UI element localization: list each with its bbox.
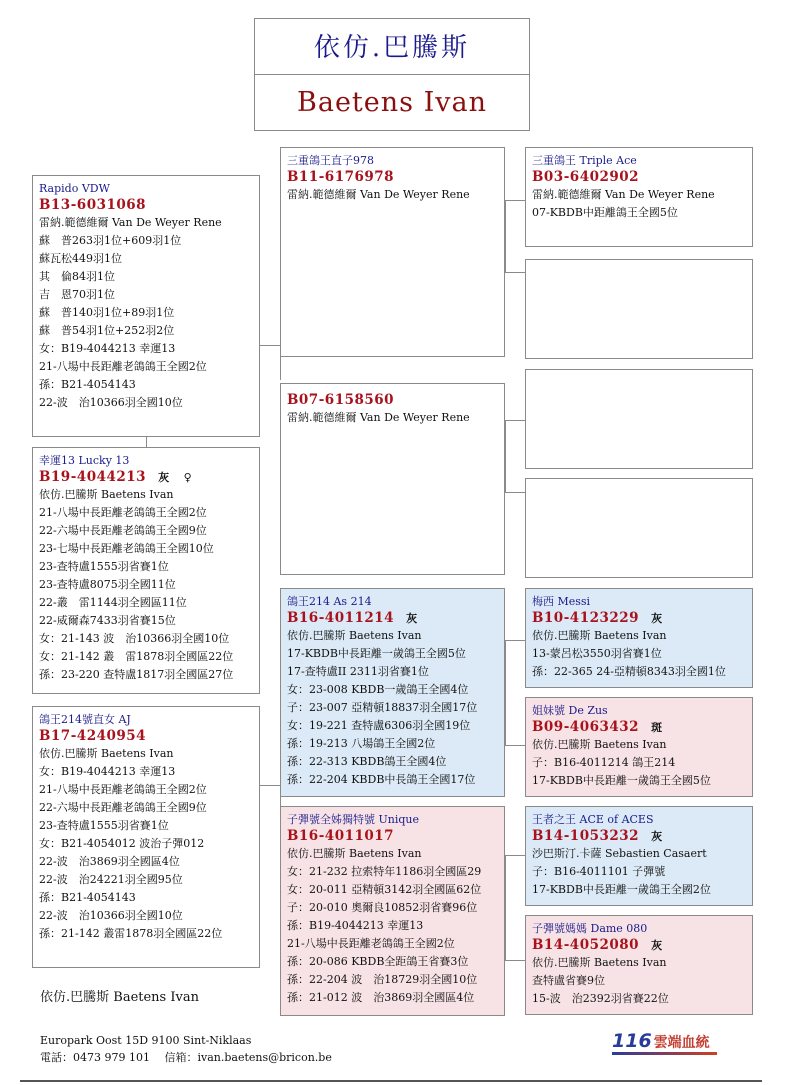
bird-name: 梅西 Messi — [532, 595, 591, 608]
logo-underline — [612, 1052, 717, 1055]
dam-dam-box — [280, 806, 505, 1016]
bird-name: 三重鴿王 Triple Ace — [532, 154, 637, 167]
connector-line — [146, 437, 147, 447]
record-line: 依仿.巴騰斯 Baetens Ivan — [532, 956, 667, 969]
record-line: 22-威爾森7433羽省賽15位 — [39, 614, 176, 627]
bird-name: 三重鴿王直子978 — [287, 154, 374, 167]
sire-box — [32, 175, 260, 437]
sex-icon: ♀ — [183, 471, 193, 484]
record-line: 23-七場中長距離老鴿鴿王全國10位 — [39, 542, 214, 555]
ring-number: B07-6158560 — [287, 392, 395, 408]
record-line: 22-叢 雷1144羽全國區11位 — [39, 596, 187, 609]
record-line: 22-波 治24221羽全國95位 — [39, 873, 183, 886]
record-line: 雷納.範德維爾 Van De Weyer Rene — [287, 188, 470, 201]
dam-box — [32, 706, 260, 968]
ring-number: B14-4052080 — [532, 937, 640, 953]
record-line: 孫：21-012 波 治3869羽全國區4位 — [287, 991, 475, 1004]
record-line: 21-八場中長距離老鴿鴿王全國2位 — [287, 937, 455, 950]
ring-number: B14-1053232 — [532, 828, 640, 844]
footer-address: Europark Oost 15D 9100 Sint-Niklaas — [40, 1034, 252, 1047]
record-line: 女：B19-4044213 幸運13 — [39, 342, 176, 355]
record-line: 孫：22-365 24-亞精頓8343羽全國1位 — [532, 665, 726, 678]
record-line: 依仿.巴騰斯 Baetens Ivan — [39, 747, 174, 760]
breeder-signature: 依仿.巴騰斯 Baetens Ivan — [40, 990, 199, 1005]
record-line: 孫：23-220 查特盧1817羽全國區27位 — [39, 668, 234, 681]
bird-name: 子彈號媽媽 Dame 080 — [532, 922, 648, 935]
connector-line — [505, 420, 506, 492]
connector-line — [505, 200, 506, 272]
record-line: 女：B21-4054012 波治子彈012 — [39, 837, 205, 850]
ring-number: B13-6031068 — [39, 197, 147, 213]
breeder-name-cn: 依仿.巴騰斯 — [255, 19, 529, 75]
bird-name: 幸運13 Lucky 13 — [39, 454, 130, 467]
record-line: 子：B16-4011214 鴿王214 — [532, 756, 676, 769]
connector-line — [505, 272, 525, 273]
record-line: 吉 恩70羽1位 — [39, 288, 115, 301]
record-line: 22-六場中長距離老鴿鴿王全國9位 — [39, 524, 207, 537]
ring-number: B10-4123229 — [532, 610, 640, 626]
dam-sire-sire-box — [525, 588, 753, 688]
color: 灰 — [651, 830, 663, 843]
record-line: 女：23-008 KBDB一歲鴿王全國4位 — [287, 683, 469, 696]
record-line: 21-八場中長距離老鴿鴿王全國2位 — [39, 783, 207, 796]
title-box — [254, 18, 530, 131]
bird-name: 姐妹號 De Zus — [532, 704, 608, 717]
record-line: 孫：22-204 波 治18729羽全國10位 — [287, 973, 478, 986]
record-line: 17-查特盧II 2311羽省賽1位 — [287, 665, 429, 678]
footer-divider — [20, 1080, 762, 1082]
footer-contact: 電話：0473 979 101 信箱：ivan.baetens@bricon.be — [40, 1051, 332, 1064]
record-line: 女：B19-4044213 幸運13 — [39, 765, 176, 778]
record-line: 蘇瓦松449羽1位 — [39, 252, 122, 265]
record-line: 依仿.巴騰斯 Baetens Ivan — [532, 738, 667, 751]
record-line: 17-KBDB中長距離一歲鴿王全國2位 — [532, 883, 711, 896]
logo-number: 116 — [612, 1030, 652, 1052]
record-line: 23-查特盧8075羽全國11位 — [39, 578, 176, 591]
record-line: 21-八場中長距離老鴿鴿王全國2位 — [39, 360, 207, 373]
record-line: 22-波 治10366羽全國10位 — [39, 396, 183, 409]
logo-text: 雲端血統 — [653, 1035, 710, 1051]
record-line: 孫：B19-4044213 幸運13 — [287, 919, 424, 932]
empty-box — [525, 259, 753, 359]
record-line: 蘇 普263羽1位+609羽1位 — [39, 234, 182, 247]
ring-number: B16-4011017 — [287, 828, 395, 844]
record-line: 孫：20-086 KBDB全距鴿王省賽3位 — [287, 955, 469, 968]
logo — [612, 1030, 710, 1052]
record-line: 孫：19-213 八場鴿王全國2位 — [287, 737, 436, 750]
color: 灰 — [158, 471, 170, 484]
color: 灰 — [406, 612, 418, 625]
bird-name: 鴿王214 As 214 — [287, 595, 372, 608]
ring-number: B16-4011214 — [287, 610, 395, 626]
footer — [40, 1032, 332, 1066]
record-line: 孫：B21-4054143 — [39, 378, 136, 391]
color: 灰 — [651, 939, 663, 952]
record-line: 女：21-143 波 治10366羽全國10位 — [39, 632, 230, 645]
record-line: 23-查特盧1555羽省賽1位 — [39, 819, 169, 832]
subject-box — [32, 447, 260, 694]
ring-number: B09-4063432 — [532, 719, 640, 735]
record-line: 15-波 治2392羽省賽22位 — [532, 992, 669, 1005]
ring-number: B17-4240954 — [39, 728, 147, 744]
ring-number: B19-4044213 — [39, 469, 147, 485]
record-line: 女：20-011 亞精頓3142羽全國區62位 — [287, 883, 482, 896]
record-line: 17-KBDB中長距離一歲鴿王全國5位 — [532, 774, 711, 787]
dam-sire-box — [280, 588, 505, 797]
record-line: 其 倫84羽1位 — [39, 270, 115, 283]
record-line: 女：21-232 拉索特年1186羽全國區29 — [287, 865, 482, 878]
connector-line — [505, 640, 506, 745]
record-line: 子：B16-4011101 子彈號 — [532, 865, 666, 878]
color: 灰 — [651, 612, 663, 625]
dam-dam-dam-box — [525, 915, 753, 1015]
record-line: 女：21-142 叢 雷1878羽全國區22位 — [39, 650, 234, 663]
record-line: 21-八場中長距離老鴿鴿王全國2位 — [39, 506, 207, 519]
bird-name: 王者之王 ACE of ACES — [532, 813, 654, 826]
record-line: 雷納.範德維爾 Van De Weyer Rene — [287, 411, 470, 424]
record-line: 07-KBDB中距離鴿王全國5位 — [532, 206, 678, 219]
record-line: 子：20-010 奧爾良10852羽省賽96位 — [287, 901, 478, 914]
connector-line — [505, 420, 525, 421]
connector-line — [505, 492, 525, 493]
record-line: 子：23-007 亞精頓18837羽全國17位 — [287, 701, 478, 714]
empty-box — [525, 478, 753, 578]
record-line: 孫：21-142 叢雷1878羽全國區22位 — [39, 927, 223, 940]
record-line: 查特盧省賽9位 — [532, 974, 605, 987]
dam-sire-dam-box — [525, 697, 753, 797]
bird-name: Rapido VDW — [39, 182, 110, 195]
connector-line — [505, 745, 525, 746]
record-line: 雷納.範德維爾 Van De Weyer Rene — [39, 216, 222, 229]
record-line: 蘇 普140羽1位+89羽1位 — [39, 306, 175, 319]
record-line: 孫：22-313 KBDB鴿王全國4位 — [287, 755, 447, 768]
record-line: 22-波 治10366羽全國10位 — [39, 909, 183, 922]
bird-name: 鴿王214號直女 AJ — [39, 713, 131, 726]
sire-sire-sire-box — [525, 147, 753, 247]
record-line: 依仿.巴騰斯 Baetens Ivan — [39, 488, 174, 501]
bird-name: 子彈號全姊獨特號 Unique — [287, 813, 420, 826]
record-line: 依仿.巴騰斯 Baetens Ivan — [287, 847, 422, 860]
record-line: 蘇 普54羽1位+252羽2位 — [39, 324, 175, 337]
breeder-name-en: Baetens Ivan — [297, 87, 487, 118]
ring-number: B03-6402902 — [532, 169, 640, 185]
sire-sire-box — [280, 147, 505, 357]
record-line: 雷納.範德維爾 Van De Weyer Rene — [532, 188, 715, 201]
connector-line — [505, 640, 525, 641]
connector-line — [505, 855, 506, 960]
record-line: 依仿.巴騰斯 Baetens Ivan — [532, 629, 667, 642]
empty-box — [525, 369, 753, 469]
dam-dam-sire-box — [525, 806, 753, 906]
record-line: 23-查特盧1555羽省賽1位 — [39, 560, 169, 573]
connector-line — [505, 855, 525, 856]
record-line: 孫：22-204 KBDB中長鴿王全國17位 — [287, 773, 476, 786]
record-line: 女：19-221 查特盧6306羽全國19位 — [287, 719, 471, 732]
record-line: 沙巴斯汀.卡薩 Sebastien Casaert — [532, 847, 707, 860]
record-line: 孫：B21-4054143 — [39, 891, 136, 904]
record-line: 22-六場中長距離老鴿鴿王全國9位 — [39, 801, 207, 814]
color: 斑 — [651, 721, 663, 734]
record-line: 17-KBDB中長距離一歲鴿王全國5位 — [287, 647, 466, 660]
connector-line — [505, 200, 525, 201]
record-line: 22-波 治3869羽全國區4位 — [39, 855, 180, 868]
connector-line — [260, 785, 280, 786]
ring-number: B11-6176978 — [287, 169, 395, 185]
connector-line — [505, 960, 525, 961]
record-line: 依仿.巴騰斯 Baetens Ivan — [287, 629, 422, 642]
connector-line — [260, 345, 280, 346]
sire-dam-box — [280, 383, 505, 575]
record-line: 13-蒙呂松3550羽省賽1位 — [532, 647, 662, 660]
